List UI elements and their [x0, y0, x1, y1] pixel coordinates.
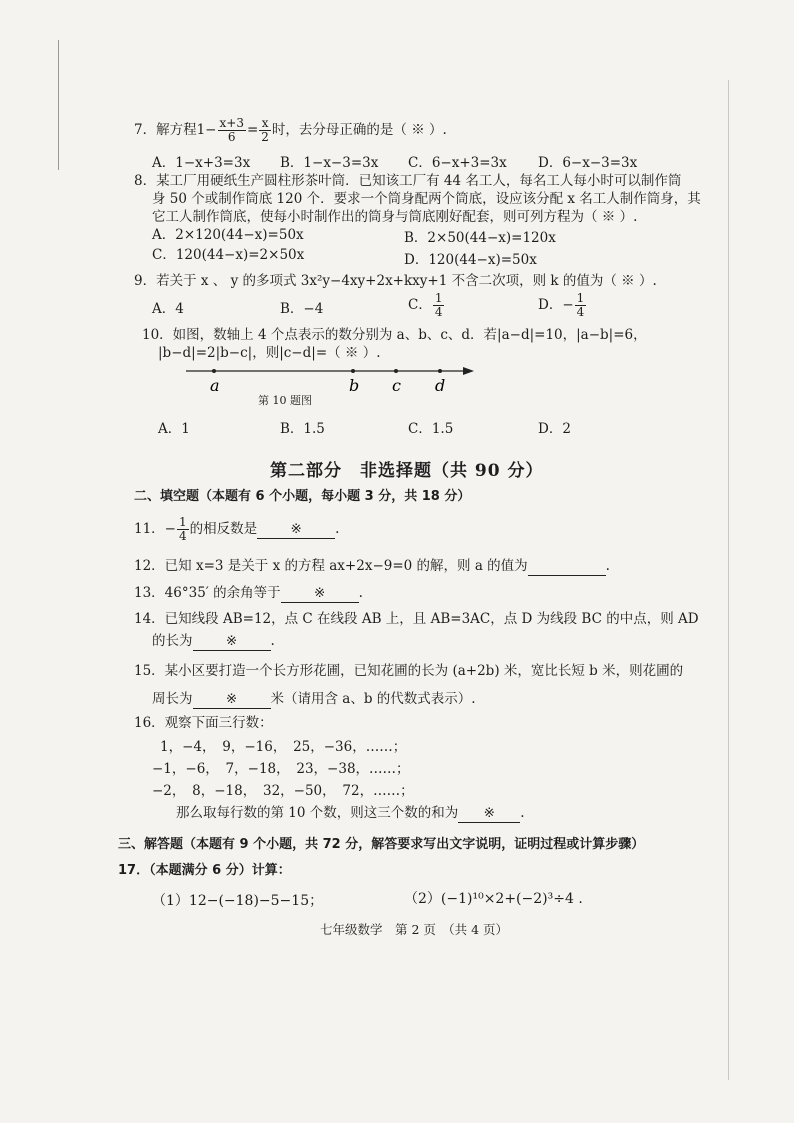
q14-line2: 的长为 ※ .	[152, 633, 275, 649]
q10-option-d: D．2	[538, 421, 571, 437]
page-footer: 七年级数学 第 2 页 （共 4 页）	[320, 922, 509, 937]
q14-line1: 14．已知线段 AB=12，点 C 在线段 AB 上，且 AB=3AC，点 D 为线段 BC 的中点，则 AD	[134, 611, 699, 627]
q10-line2: |b−d|=2|b−c|，则|c−d|=（ ※ ）.	[158, 345, 381, 361]
q10-option-b: B．1.5	[280, 421, 325, 437]
section2-heading: 二、填空题（本题有 6 个小题，每小题 3 分，共 18 分）	[134, 489, 471, 504]
number-line-figure	[180, 360, 480, 398]
page-edge-left	[58, 40, 59, 170]
q12: 12．已知 x=3 是关于 x 的方程 ax+2x−9=0 的解，则 a 的值为 .	[134, 558, 610, 574]
page-edge-right	[728, 80, 729, 1080]
part2-title: 第二部分 非选择题（共 90 分）	[270, 461, 544, 481]
point-c-dot	[394, 369, 398, 373]
q13: 13．46°35′ 的余角等于 ※ .	[134, 585, 363, 601]
q7-stem: 7．解方程1− $\frac{x+3}{6}$ = $\frac{x}{2}$ 时，去分母正确的是（ ※ ）.	[134, 116, 447, 144]
q12-answer-blank	[528, 557, 606, 576]
q15-line2: 周长为 ※ 米（请用含 a、b 的代数式表示）.	[152, 691, 476, 707]
q7-option-d: D．6−x−3=3x	[538, 155, 638, 171]
q7-frac1: $\frac{x+3}{6}$	[219, 116, 244, 144]
q9-option-a: A．4	[152, 301, 184, 317]
q16-row-3: −2， 8，−18， 32，−50， 72，……；	[152, 783, 414, 799]
q17-part1: （1）12−(−18)−5−15；	[152, 893, 324, 909]
q16-row-1: 1，−4， 9，−16， 25，−36，……；	[160, 739, 407, 755]
q7-frac2: $\frac{x}{2}$	[261, 116, 269, 144]
q10-option-a: A．1	[158, 421, 190, 437]
point-d-label: d	[435, 376, 446, 395]
section3-heading: 三、解答题（本题有 9 个小题，共 72 分，解答要求写出文字说明，证明过程或计算步骤）	[118, 837, 645, 852]
q16-stem: 16．观察下面三行数：	[134, 715, 273, 731]
q8-line1: 8．某工厂用硬纸生产圆柱形茶叶筒．已知该工厂有 44 名工人，每名工人每小时可以制作筒	[134, 173, 682, 189]
q17-part2: （2）(−1)¹⁰×2+(−2)³÷4 .	[404, 891, 583, 907]
q8-option-c: C．120(44−x)=2×50x	[152, 247, 305, 263]
q14-answer-blank: ※	[193, 632, 271, 651]
point-b-dot	[351, 369, 355, 373]
q8-line2: 身 50 个或制作筒底 120 个．要求一个筒身配两个筒底，设应该分配 x 名工人制作筒身，其	[152, 191, 701, 207]
number-line-arrow	[463, 367, 474, 375]
q9-stem: 9．若关于 x 、 y 的多项式 3x²y−4xy+2x+kxy+1 不含二次项，则 k 的值为（ ※ ）.	[134, 273, 657, 289]
q7-option-c: C．6−x+3=3x	[408, 155, 507, 171]
q10-line1: 10．如图，数轴上 4 个点表示的数分别为 a、b、c、d．若|a−d|=10，|a−b|=6，	[142, 327, 647, 343]
q8-line3: 它工人制作筒底，使每小时制作出的筒身与筒底刚好配套，则可列方程为（ ※ ）.	[152, 209, 638, 225]
point-a-dot	[212, 369, 216, 373]
q15-answer-blank: ※	[193, 690, 271, 709]
q16-answer-blank: ※	[458, 804, 520, 823]
q11-answer-blank: ※	[257, 520, 335, 539]
q9-option-c: C． $\frac{1}{4}$	[408, 291, 443, 319]
q10-caption: 第 10 题图	[258, 394, 312, 407]
q7-option-b: B．1−x−3=3x	[280, 155, 379, 171]
q15-line1: 15．某小区要打造一个长方形花圃，已知花圃的长为 (a+2b) 米，宽比长短 b 米，则花圃的	[134, 663, 684, 679]
q17-stem: 17．（本题满分 6 分）计算：	[118, 863, 291, 878]
q7-option-a: A．1−x+3=3x	[152, 155, 251, 171]
q9-option-b: B．−4	[280, 301, 324, 317]
point-d-dot	[438, 369, 442, 373]
q10-option-c: C．1.5	[408, 421, 454, 437]
q9-option-d: D．− $\frac{1}{4}$	[538, 291, 585, 319]
q8-option-b: B．2×50(44−x)=120x	[404, 230, 556, 246]
q16-tail: 那么取每行数的第 10 个数，则这三个数的和为 ※ .	[176, 805, 525, 821]
q11: 11．− $\frac{1}{4}$ 的相反数是 ※ .	[134, 515, 340, 543]
q8-option-d: D．120(44−x)=50x	[404, 252, 537, 268]
point-a-label: a	[210, 376, 220, 395]
point-c-label: c	[392, 376, 401, 395]
q13-answer-blank: ※	[281, 584, 359, 603]
q8-option-a: A．2×120(44−x)=50x	[152, 227, 304, 243]
q16-row-2: −1，−6， 7，−18， 23，−38，……；	[152, 761, 410, 777]
point-b-label: b	[349, 376, 360, 395]
